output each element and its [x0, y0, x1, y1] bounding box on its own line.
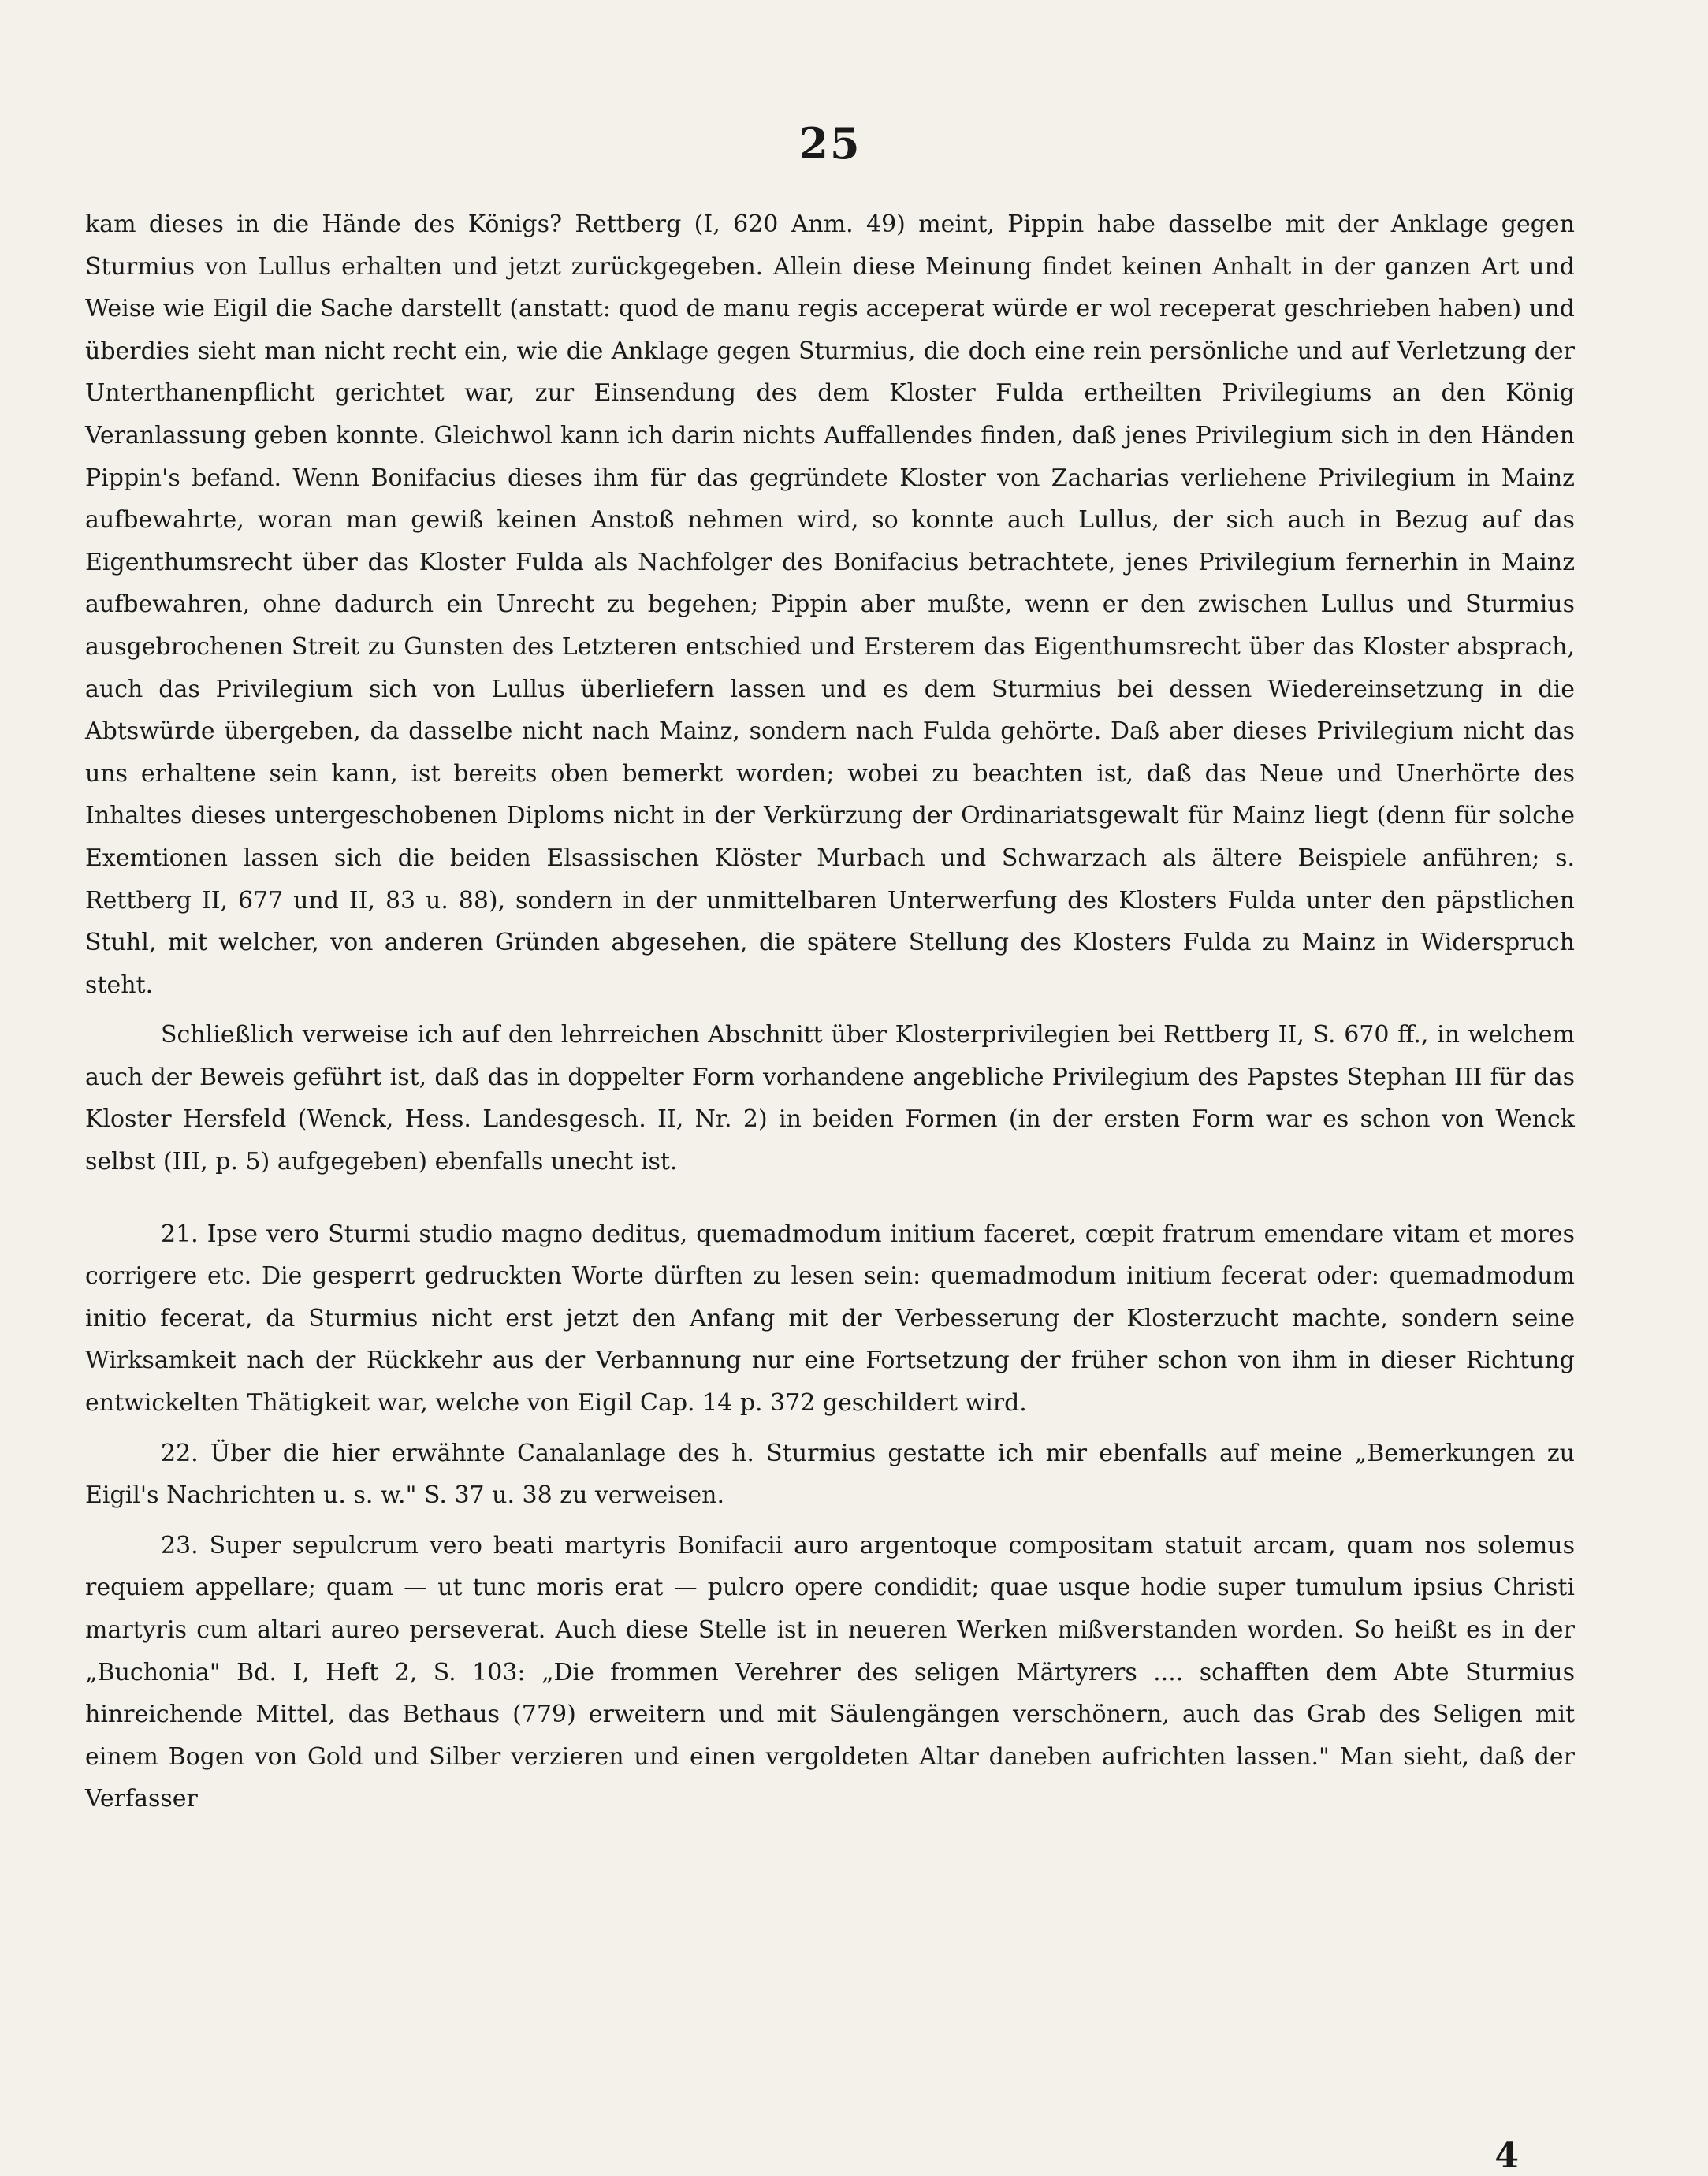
note-22: 22. Über die hier erwähnte Canalanlage des h. Sturmius gestatte ich mir ebenfalls auf meine „Bemerkungen zu Eigil's Nachrichten u. s. w." S. 37 u. 38 zu verweisen. [85, 1439, 1575, 1510]
note-21: 21. Ipse vero Sturmi studio magno deditus, quemadmodum initium faceret, cœpit fratrum emendare vitam et mores corrigere etc. Die gesperrt gedruckten Worte dürften zu lesen sein: quemadmodum initium fecerat oder: quemadmodum initio fecerat, da Sturmius nicht erst jetzt den Anfang mit der Verbesserung der Klosterzucht machte, sondern seine Wirksamkeit nach der Rückkehr aus der Verbannung nur eine Fortsetzung der früher schon von ihm in dieser Richtung entwickelten Thätigkeit war, welche von Eigil Cap. 14 p. 372 geschildert wird. [85, 1220, 1575, 1418]
paragraph-1: kam dieses in die Hände des Königs? Rettberg (I, 620 Anm. 49) meint, Pippin habe dasselbe mit der Anklage gegen Sturmius von Lullus erhalten und jetzt zurückgegeben. Allein diese Meinung findet keinen Anhalt in der ganzen Art und Weise wie Eigil die Sache darstellt (anstatt: quod de manu regis acceperat würde er wol receperat geschrieben haben) und überdies sieht man nicht recht ein, wie die Anklage gegen Sturmius, die doch eine rein persönliche und auf Verletzung der Unterthanenpflicht gerichtet war, zur Einsendung des dem Kloster Fulda ertheilten Privilegiums an den König Veranlassung geben konnte. Gleichwol kann ich darin nichts Auffallendes finden, daß jenes Privilegium sich in den Händen Pippin's befand. Wenn Bonifacius dieses ihm für das gegründete Kloster von Zacharias verliehene Privilegium in Mainz aufbewahrte, woran man gewiß keinen Anstoß nehmen wird, so konnte auch Lullus, der sich auch in Bezug auf das Eigenthumsrecht über das Kloster Fulda als Nachfolger des Bonifacius betrachtete, jenes Privilegium fernerhin in Mainz aufbewahren, ohne dadurch ein Unrecht zu begehen; Pippin aber mußte, wenn er den zwischen Lullus und Sturmius ausgebrochenen Streit zu Gunsten des Letzteren entschied und Ersterem das Eigenthumsrecht über das Kloster absprach, auch das Privilegium sich von Lullus überliefern lassen und es dem Sturmius bei dessen Wiedereinsetzung in die Abtswürde übergeben, da dasselbe nicht nach Mainz, sondern nach Fulda gehörte. Daß aber dieses Privilegium nicht das uns erhaltene sein kann, ist bereits oben bemerkt worden; wobei zu beachten ist, daß das Neue und Unerhörte des Inhaltes dieses untergeschobenen Diploms nicht in der Verkürzung der Ordinariatsgewalt für Mainz liegt (denn für solche Exemtionen lassen sich die beiden Elsassischen Klöster Murbach und Schwarzach als ältere Beispiele anführen; s. Rettberg II, 677 und II, 83 u. 88), sondern in der unmittelbaren Unterwerfung des Klosters Fulda unter den päpstlichen Stuhl, mit welcher, von anderen Gründen abgesehen, die spätere Stellung des Klosters Fulda zu Mainz in Widerspruch steht. [85, 211, 1575, 999]
page [85, 118, 1575, 1820]
note-23: 23. Super sepulcrum vero beati martyris Bonifacii auro argentoque compositam statuit arcam, quam nos solemus requiem appellare; quam — ut tunc moris erat — pulcro opere condidit; quae usque hodie super tumulum ipsius Christi martyris cum altari aureo perseverat. Auch diese Stelle ist in neueren Werken mißverstanden worden. So heißt es in der „Buchonia" Bd. I, Heft 2, S. 103: „Die frommen Verehrer des seligen Märtyrers .... schafften dem Abte Sturmius hinreichende Mittel, das Bethaus (779) erweitern und mit Säulengängen verschönern, auch das Grab des Seligen mit einem Bogen von Gold und Silber verzieren und einen vergoldeten Altar daneben aufrichten lassen." Man sieht, daß der Verfasser [85, 1531, 1575, 1813]
signature-mark: 4 [1494, 2136, 1519, 2176]
paragraph-2: Schließlich verweise ich auf den lehrreichen Abschnitt über Klosterprivilegien bei Rettberg II, S. 670 ff., in welchem auch der Beweis geführt ist, daß das in doppelter Form vorhandene angebliche Privilegium des Papstes Stephan III für das Kloster Hersfeld (Wenck, Hess. Landesgesch. II, Nr. 2) in beiden Formen (in der ersten Form war es schon von Wenck selbst (III, p. 5) aufgegeben) ebenfalls unecht ist. [85, 1021, 1575, 1176]
page-number: 25 [798, 118, 861, 169]
